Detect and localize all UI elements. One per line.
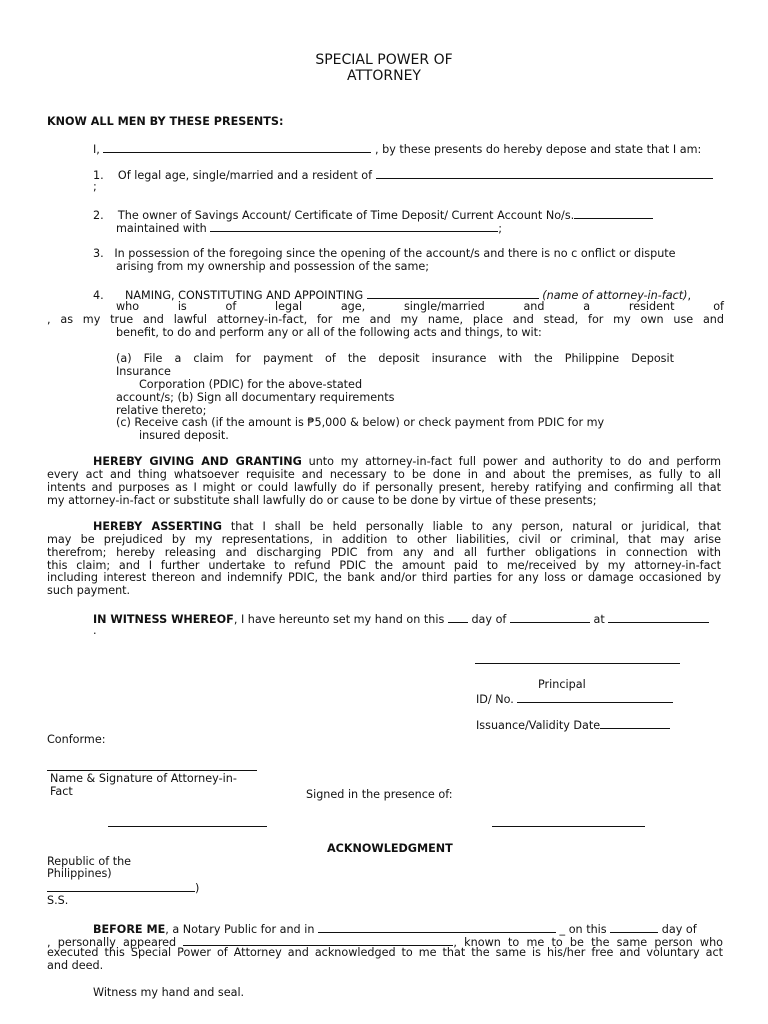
notary-place-blank[interactable] <box>318 921 556 933</box>
witness-1-signature-line[interactable] <box>108 826 267 827</box>
acknowledgment-heading: ACKNOWLEDGMENT <box>327 842 453 855</box>
ss-label: S.S. <box>47 894 69 907</box>
before-me-line-4: and deed. <box>47 959 104 972</box>
attorney-signature-line[interactable] <box>47 770 257 771</box>
intro-line <box>93 141 701 156</box>
act-a-line-2: Insurance <box>116 365 171 378</box>
item-4-line-3: , as my true and lawful attorney-in-fact, for me and my name, place and stead, for my own use and <box>47 313 724 326</box>
item-1-tail: ; <box>93 180 97 193</box>
attorney-signature-label-1: Name & Signature of Attorney-in- <box>50 772 237 785</box>
witness-line: IN WITNESS WHEREOF, I have hereunto set my hand on this day of at <box>93 611 709 626</box>
witness-dot: . <box>93 624 97 637</box>
issuance-line: Issuance/Validity Date <box>476 717 670 732</box>
act-c-line-2: insured deposit. <box>139 429 229 442</box>
signed-presence-label: Signed in the presence of: <box>306 788 453 801</box>
asserting-line-1: HEREBY ASSERTING that I shall be held personally liable to any person, natural or juridical, that <box>93 520 721 533</box>
giving-line-1: HEREBY GIVING AND GRANTING unto my attorney-in-fact full power and authority to do and perform <box>93 455 721 468</box>
asserting-line-2: may be prejudiced by my representations, in addition to other liabilities, civil or criminal, that may arise <box>47 533 721 546</box>
before-me-line-1: BEFORE ME, a Notary Public for and in _ on this day of <box>93 923 697 936</box>
item-2: 2. The owner of Savings Account/ Certificate of Time Deposit/ Current Account No/s. <box>93 207 653 222</box>
city-line: ) <box>47 880 199 895</box>
title-line-2: ATTORNEY <box>347 68 421 84</box>
act-a-line-3: Corporation (PDIC) for the above-stated <box>139 378 363 391</box>
appeared-name-blank[interactable] <box>183 934 453 946</box>
bank-blank[interactable] <box>210 220 498 232</box>
issuance-blank[interactable] <box>600 717 670 729</box>
republic-line-1: Republic of the <box>47 855 132 868</box>
intro-prefix: I, <box>93 143 100 156</box>
title-line-1: SPECIAL POWER OF <box>315 52 453 68</box>
item-3: 3. In possession of the foregoing since the opening of the account/s and there is no c onflict or dispute <box>93 247 676 260</box>
act-a-line-1: (a) File a claim for payment of the deposit insurance with the Philippine Deposit <box>116 352 674 365</box>
asserting-line-4: this claim; and I further undertake to refund PDIC the amount paid to me/received by my attorney-in-fact <box>47 559 721 572</box>
item-2-text: The owner of Savings Account/ Certificate of Time Deposit/ Current Account No/s. <box>117 209 575 222</box>
document-title <box>0 52 768 84</box>
republic-line-2: Philippines) <box>47 867 112 880</box>
id-no-blank[interactable] <box>517 691 673 703</box>
item-4-line-2: who is of legal age, single/married and a resident of <box>116 300 724 313</box>
know-all-heading: KNOW ALL MEN BY THESE PRESENTS: <box>47 115 284 128</box>
before-me-line-3: executed this Special Power of Attorney and acknowledged to me that the same is his/her free and voluntary act <box>47 946 723 959</box>
item-2-line-2: maintained with ; <box>116 222 503 235</box>
id-no-line: ID/ No. <box>476 691 673 706</box>
act-c-line-1: (c) Receive cash (if the amount is ₱5,000 & below) or check payment from PDIC for my <box>116 416 605 429</box>
principal-label: Principal <box>538 678 586 691</box>
item-1: 1. Of legal age, single/married and a resident of <box>93 167 713 182</box>
witness-2-signature-line[interactable] <box>492 826 645 827</box>
giving-line-4: my attorney-in-fact or substitute shall lawfully do or cause to be done by virtue of these presents; <box>47 494 597 507</box>
intro-suffix: , by these presents do hereby depose and state that I am: <box>374 143 702 156</box>
asserting-line-6: such payment. <box>47 584 131 597</box>
act-b-line-2: relative thereto; <box>116 404 207 417</box>
city-blank[interactable] <box>47 880 195 892</box>
before-me-line-2: , personally appeared , known to me to be the same person who <box>47 936 723 949</box>
name-blank[interactable] <box>103 141 371 153</box>
asserting-line-5: including interest thereon and indemnify PDIC, the bank and/or third parties for any loss or damage occasioned by <box>47 571 721 584</box>
account-no-blank[interactable] <box>574 207 653 219</box>
asserting-line-3: therefrom; hereby releasing and discharging PDIC from any and all further obligations in connection with <box>47 546 721 559</box>
place-blank[interactable] <box>608 611 709 623</box>
day-blank[interactable] <box>448 611 468 623</box>
item-3-line-2: arising from my ownership and possession of the same; <box>116 260 430 273</box>
residence-blank[interactable] <box>376 167 713 179</box>
principal-signature-line[interactable] <box>475 663 680 664</box>
witness-hand-seal: Witness my hand and seal. <box>93 986 245 999</box>
conforme-label: Conforme: <box>47 733 106 746</box>
act-b-line-1: account/s; (b) Sign all documentary requirements <box>116 391 395 404</box>
attorney-name-blank[interactable] <box>367 287 539 299</box>
giving-line-3: intents and purposes as I might or could lawfully do if personally present, hereby ratifying and confirming all that <box>47 481 721 494</box>
attorney-signature-label-2: Fact <box>50 785 73 798</box>
month-blank[interactable] <box>510 611 590 623</box>
notary-day-blank[interactable] <box>610 921 658 933</box>
giving-line-2: every act and thing whatsoever requisite and necessary to be done in and about the premises, as fully to all <box>47 468 721 481</box>
item-4: 4. NAMING, CONSTITUTING AND APPOINTING (name of attorney-in-fact), <box>93 289 692 302</box>
item-1-text: Of legal age, single/married and a resident of <box>117 169 373 182</box>
item-4-line-4: benefit, to do and perform any or all of the following acts and things, to wit: <box>116 326 542 339</box>
